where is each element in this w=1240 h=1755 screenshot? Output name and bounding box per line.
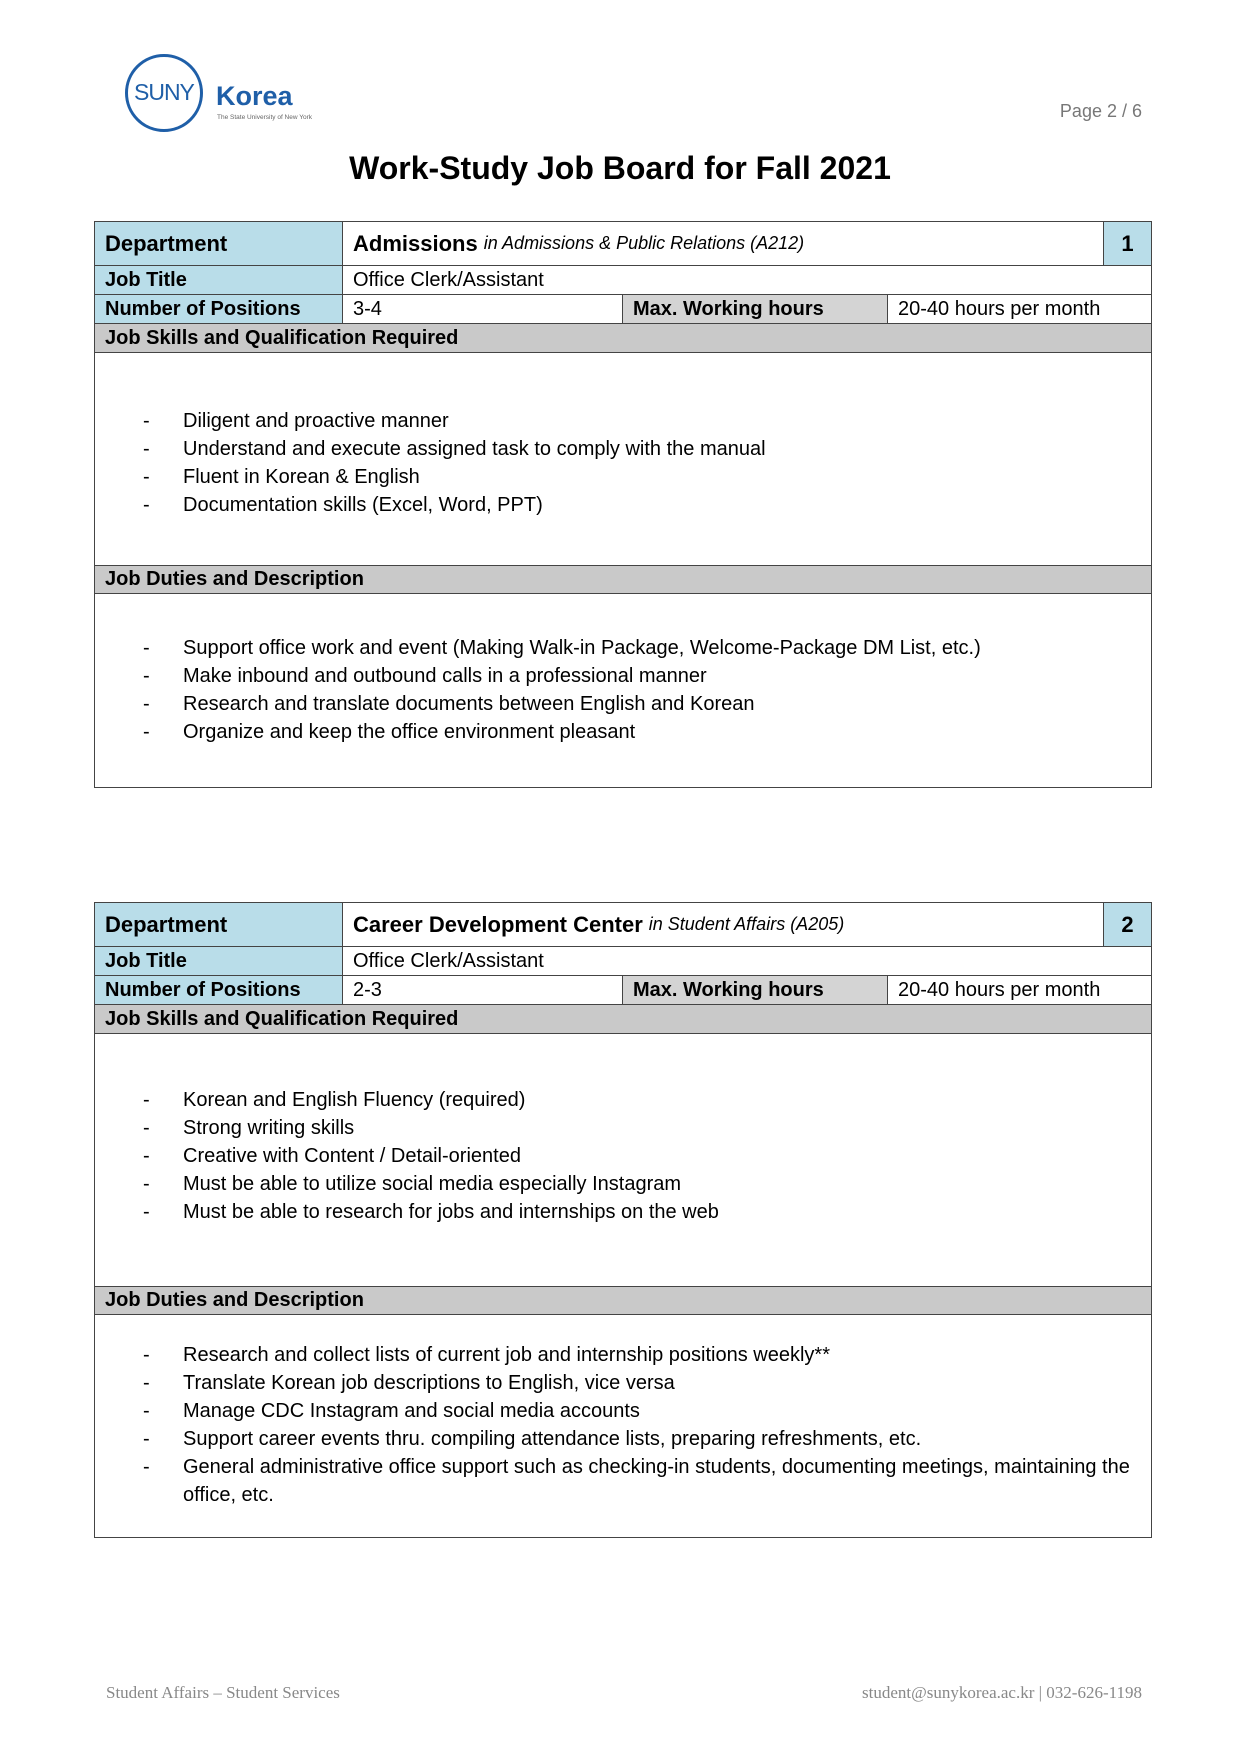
list-item: - Documentation skills (Excel, Word, PPT) <box>143 491 1141 519</box>
department-value <box>342 903 1103 946</box>
positions-row <box>95 976 1151 1005</box>
department-name: Career Development Center <box>353 911 643 937</box>
max-hours-label: Max. Working hours <box>622 295 887 323</box>
job-table <box>94 221 1152 788</box>
list-item: - Support office work and event (Making Walk-in Package, Welcome-Package DM List, etc.) <box>143 634 1141 662</box>
department-label: Department <box>95 903 342 946</box>
duties-list <box>143 1341 1141 1509</box>
positions-label: Number of Positions <box>95 295 342 323</box>
skills-body <box>95 1034 1151 1286</box>
list-item: - Diligent and proactive manner <box>143 407 1141 435</box>
page-title: Work-Study Job Board for Fall 2021 <box>349 150 891 186</box>
page-number: Page 2 / 6 <box>1059 101 1142 121</box>
list-item: - Research and translate documents between English and Korean <box>143 690 1141 718</box>
duties-header: Job Duties and Description <box>95 1286 1151 1315</box>
duties-list <box>143 634 1141 746</box>
department-name: Admissions <box>353 230 478 256</box>
job-title-value: Office Clerk/Assistant <box>342 266 1151 294</box>
job-title-label: Job Title <box>95 266 342 294</box>
list-item: - General administrative office support such as checking-in students, documenting meetings, maintaining the office, etc. <box>143 1453 1141 1509</box>
max-hours-value: 20-40 hours per month <box>887 295 1151 323</box>
job-number: 1 <box>1103 222 1151 265</box>
positions-value: 3-4 <box>342 295 622 323</box>
list-item: - Must be able to utilize social media especially Instagram <box>143 1170 1141 1198</box>
department-row <box>95 222 1151 266</box>
logo-word: Korea <box>216 81 293 111</box>
footer-contact <box>862 1683 1142 1703</box>
max-hours-value: 20-40 hours per month <box>887 976 1151 1004</box>
department-location: in Student Affairs (A205) <box>648 914 845 934</box>
footer-department: Student Affairs – Student Services <box>106 1683 340 1702</box>
job-title-row <box>95 947 1151 976</box>
department-label: Department <box>95 222 342 265</box>
duties-header: Job Duties and Description <box>95 565 1151 594</box>
list-item: - Understand and execute assigned task to comply with the manual <box>143 435 1141 463</box>
skills-header: Job Skills and Qualification Required <box>95 324 1151 353</box>
logo-subtitle: The State University of New York <box>217 114 313 121</box>
list-item: - Creative with Content / Detail-oriented <box>143 1142 1141 1170</box>
skills-list <box>143 407 1141 519</box>
list-item: - Support career events thru. compiling attendance lists, preparing refreshments, etc. <box>143 1425 1141 1453</box>
list-item: - Must be able to research for jobs and internships on the web <box>143 1198 1141 1226</box>
job-title-label: Job Title <box>95 947 342 975</box>
positions-value: 2-3 <box>342 976 622 1004</box>
list-item: - Make inbound and outbound calls in a professional manner <box>143 662 1141 690</box>
list-item: - Research and collect lists of current job and internship positions weekly** <box>143 1341 1141 1369</box>
list-item: - Organize and keep the office environment pleasant <box>143 718 1141 746</box>
footer-email: student@sunykorea.ac.kr <box>862 1683 1035 1702</box>
skills-list <box>143 1086 1141 1226</box>
footer-separator: | <box>1038 1683 1043 1702</box>
job-number: 2 <box>1103 903 1151 946</box>
skills-header: Job Skills and Qualification Required <box>95 1005 1151 1034</box>
department-location: in Admissions & Public Relations (A212) <box>483 233 805 253</box>
job-table <box>94 902 1152 1538</box>
list-item: - Korean and English Fluency (required) <box>143 1086 1141 1114</box>
list-item: - Manage CDC Instagram and social media accounts <box>143 1397 1141 1425</box>
logo-brand: SUNY <box>134 79 194 105</box>
duties-body <box>95 594 1151 787</box>
job-title-value: Office Clerk/Assistant <box>342 947 1151 975</box>
max-hours-label: Max. Working hours <box>622 976 887 1004</box>
positions-label: Number of Positions <box>95 976 342 1004</box>
list-item: - Strong writing skills <box>143 1114 1141 1142</box>
department-value <box>342 222 1103 265</box>
department-row <box>95 903 1151 947</box>
job-title-row <box>95 266 1151 295</box>
list-item: - Fluent in Korean & English <box>143 463 1141 491</box>
footer-phone: 032-626-1198 <box>1046 1683 1142 1702</box>
skills-body <box>95 353 1151 565</box>
list-item: - Translate Korean job descriptions to English, vice versa <box>143 1369 1141 1397</box>
logo <box>125 54 325 144</box>
duties-body <box>95 1315 1151 1537</box>
positions-row <box>95 295 1151 324</box>
